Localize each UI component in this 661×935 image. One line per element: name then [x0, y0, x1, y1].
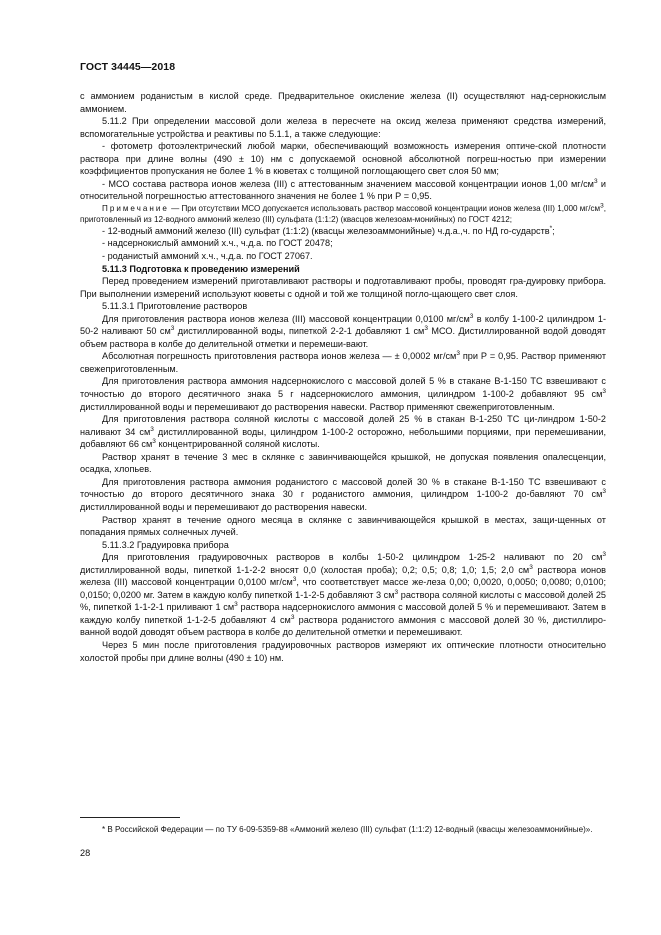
paragraph: Абсолютная погрешность приготовления раствора ионов железа — ± 0,0002 $мг/см^3$ при Р = 0,95. Раствор применяют свежеприготовленным.: [80, 350, 606, 374]
footnote-divider: [80, 817, 180, 818]
paragraph: Через 5 мин после приготовления градуировочных растворов измеряют их оптические плотности относительно холостой пробы при длине волны (490 ± 10) нм.: [80, 639, 606, 663]
paragraph: Для приготовления раствора соляной кислоты с массовой долей 25 % в стакан В-1-250 ТС ци-линдром 1-50-2 наливают 34 $см^3$ дистиллированной воды, цилиндром 1-100-2 осторожно, небольшими порциями, при перемешивании, добавляют 66 $см^3$ концентрированной соляной кислоты.: [80, 414, 607, 450]
subsection-heading: 5.11.3.2 Градуировка прибора: [102, 539, 229, 550]
document-page: [80, 61, 606, 664]
paragraph: - 12-водный аммоний железо (III) сульфат (1:1:2) (квасцы железоаммонийные) ч.д.а.,ч. по НД го-сударств*;: [102, 224, 555, 236]
page-number: 28: [80, 848, 91, 858]
paragraph: Для приготовления градуировочных растворов в колбы 1-50-2 цилиндром 1-25-2 наливают по 20 $см^3$ дистиллированной воды, пипеткой 1-1-2-2 вносят 0,0 (холостая проба); 0,2; 0,5; 0,8; 1,0; 1,5; 2,0 $см^3$ раствора ионов железа (III) массовой концентрации 0,0100 $мг/см^3$, что соответствует массе же-леза 0,00; 0,0020, 0,0050; 0,0080; 0,0100; 0,0150; 0,0200 мг. Затем в каждую колбу пипеткой 1-1-2-5 добавляют 3 $см^3$ раствора соляной кислоты с массовой долей 25 %, пипеткой 1-1-2-1 приливают 1 $см^3$ раствора надсернокислого аммония с массовой долей 5 % и перемешивают. Затем в каждую колбу пипеткой 1-1-2-5 добавляют 4 $см^3$ раствора роданистого аммония с массовой долей 30 %, дистиллиро-ванной водой доводят объем раствора в колбе до делительной отметки и перемешивают.: [80, 551, 607, 638]
document-header: ГОСТ 34445—2018: [80, 61, 176, 73]
paragraph: с аммонием роданистым в кислой среде. Предварительное окисление железа (II) осуществляют над-сернокислым аммонием.: [80, 91, 606, 114]
paragraph: - надсернокислый аммоний х.ч., ч.д.а. по ГОСТ 20478;: [102, 238, 333, 249]
footnote: * В Российской Федерации — по ТУ 6-09-5359-88 «Аммоний железо (III) сульфат (1:1:2) 12-водный (квасцы железоаммонийные)».: [102, 825, 593, 834]
note-label: Примечание: [102, 203, 169, 213]
paragraph: Для приготовления раствора ионов железа (III) массовой концентрации 0,0100 $мг/см^3$ в колбу 1-100-2 цилиндром 1-50-2 наливают 50 $см^3$ дистиллированной воды, пипеткой 2-2-1 добавляют 1 $см^3$ МСО. Дистиллированной водой доводят объем раствора в колбе до делительной отметки и перемеши-вают.: [80, 312, 606, 349]
paragraph: Раствор хранят в течение одного месяца в склянке с завинчивающейся крышкой в местах, защи-щенных от попадания прямых солнечных лучей.: [80, 514, 606, 538]
paragraph: Раствор хранят в течение 3 мес в склянке с завинчивающейся крышкой, не допуская появления опалесценции, осадка, хлопьев.: [80, 451, 606, 475]
note: Примечание — При отсутствии МСО допускается использовать раствор массовой концентрации ионов железа (III) 1,000 $мг/см^3$, приготовленный из 12-водного аммоний железо (III) сульфата (1:1:2) (квасцов железоам-монийных) по ГОСТ 4212;: [80, 202, 606, 224]
paragraph: Перед проведением измерений приготавливают растворы и подготавливают пробы, проводят гра-дуировку прибора. При выполнении измерений используют кюветы с одной и той же толщиной погло-щающего свет слоя.: [80, 276, 606, 299]
paragraph: - МСО состава раствора ионов железа (III) с аттестованным значением массовой концентрации ионов 1,00 $мг/см^3$ и относительной погрешностью аттестованного значения не более 1 % при Р = 0,95.: [80, 177, 606, 202]
paragraph: - фотометр фотоэлектрический любой марки, обеспечивающий возможность измерения оптиче-ской плотности раствора при длине волны (490 ± 10) нм с допускаемой основной абсолютной погреш-ностью при измерении коэффициентов пропускания не более 1 % в кюветах с толщиной поглощающего свет слоя 50 мм;: [80, 141, 606, 177]
document-body: [80, 90, 606, 664]
paragraph: Для приготовления раствора аммония роданистого с массовой долей 30 % в стакане В-1-150 ТС взвешивают с точностью до второго десятичного знака 30 г роданистого аммония, цилиндром 1-100-2 до-бавляют 70 $см^3$ дистиллированной воды и перемешивают до растворения навески.: [80, 476, 606, 512]
paragraph: - роданистый аммоний х.ч., ч.д.а. по ГОСТ 27067.: [102, 251, 313, 262]
subsection-heading: 5.11.3.1 Приготовление растворов: [102, 301, 248, 312]
paragraph: Для приготовления раствора аммония надсернокислого с массовой долей 5 % в стакане В-1-150 ТС взвешивают с точностью до второго десятичного знака 5 г надсернокислого аммония, цилиндром 1-100-2 добавляют 95 $см^3$ дистиллированной воды и перемешивают до растворения навески. Раствор применяют свежеприготовленным.: [80, 376, 606, 412]
section-heading: 5.11.3 Подготовка к проведению измерений: [102, 263, 300, 274]
paragraph: 5.11.2 При определении массовой доли железа в пересчете на оксид железа применяют средства измерений, вспомогательные устройства и реактивы по 5.1.1, а также следующие:: [80, 116, 606, 139]
